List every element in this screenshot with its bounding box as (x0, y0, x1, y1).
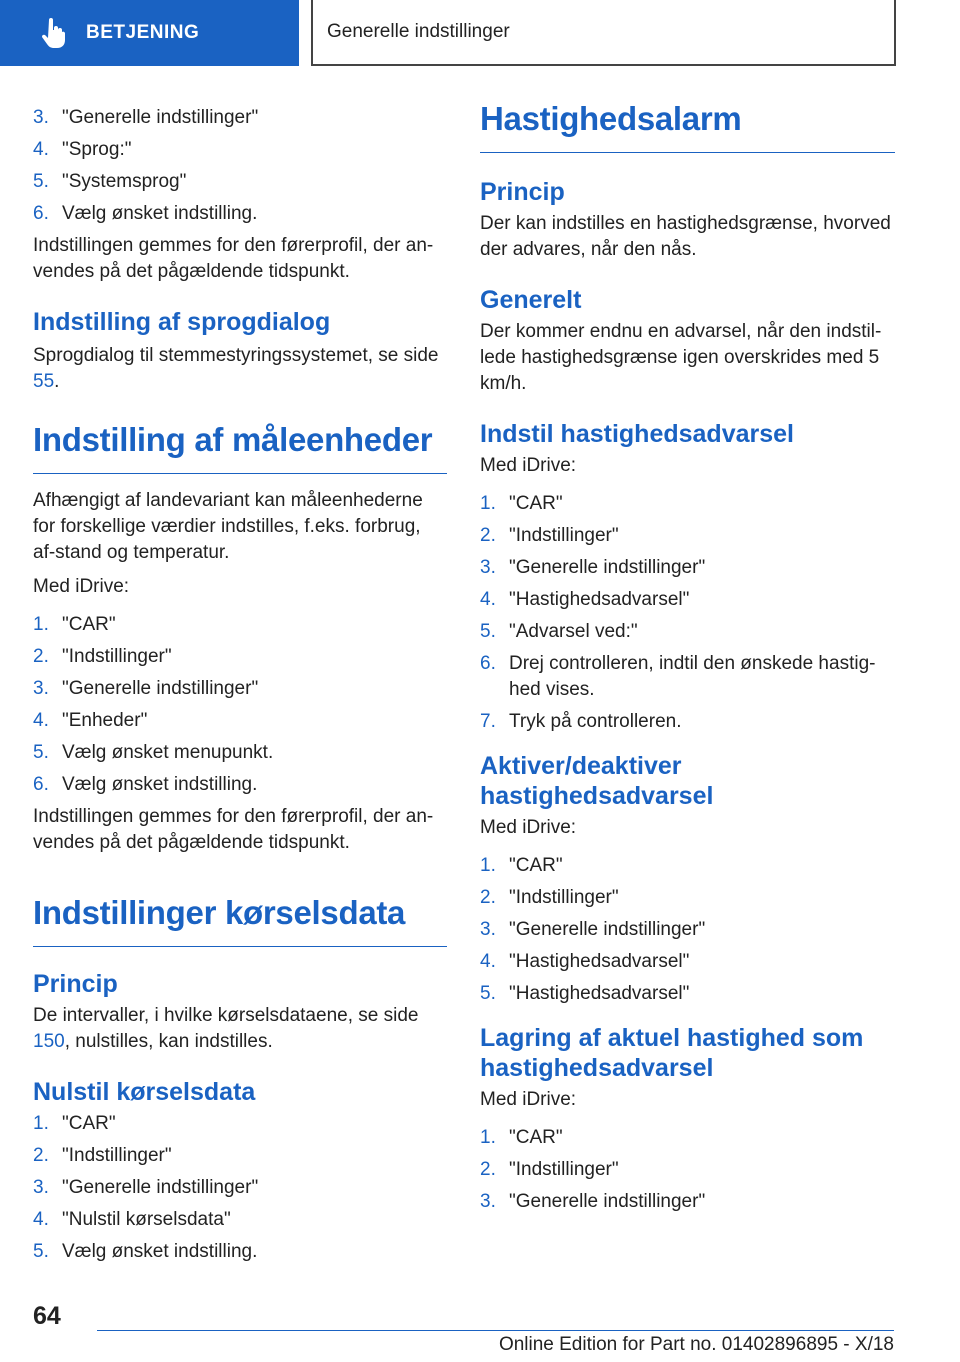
step-text: "Generelle indstillinger" (509, 557, 706, 578)
step-text: "Systemsprog" (62, 171, 187, 192)
step-text: Drej controlleren, indtil den ønskede hastig-hed vises. (509, 653, 876, 700)
step-number: 1. (480, 855, 496, 876)
step-number: 4. (480, 589, 496, 610)
step-number: 7. (480, 711, 496, 732)
hand-pointer-icon (40, 18, 66, 48)
step-text: Vælg ønsket menupunkt. (62, 742, 274, 763)
list-item (480, 709, 895, 735)
list-item (33, 708, 447, 734)
list-item (33, 169, 447, 195)
step-text: "CAR" (62, 614, 116, 635)
step-text: "Hastighedsadvarsel" (509, 589, 690, 610)
step-text: "Advarsel ved:" (509, 621, 638, 642)
step-text: "Indstillinger" (509, 525, 619, 546)
step-text: Tryk på controlleren. (509, 711, 682, 732)
step-number: 5. (33, 742, 49, 763)
step-text: "CAR" (62, 1113, 116, 1134)
heading-hastighedsalarm: Hastighedsalarm (480, 100, 895, 153)
heading-indstil-hastighedsadvarsel: Indstil hastighedsadvarsel (480, 420, 794, 448)
step-number: 3. (480, 557, 496, 578)
step-text: "Generelle indstillinger" (62, 678, 259, 699)
sprogdialog-text: Sprogdialog til stemmestyringssystemet, se side (33, 345, 439, 366)
list-item (33, 740, 447, 766)
left-column (33, 100, 447, 1271)
step-number: 4. (33, 1209, 49, 1230)
heading-princip: Princip (480, 178, 565, 206)
step-text: "Nulstil kørselsdata" (62, 1209, 231, 1230)
step-number: 6. (33, 774, 49, 795)
step-number: 1. (33, 1113, 49, 1134)
step-text: "Generelle indstillinger" (509, 919, 706, 940)
list-item (33, 137, 447, 163)
step-number: 3. (480, 1191, 496, 1212)
step-text: "Hastighedsadvarsel" (509, 983, 690, 1004)
heading-aktiver-deaktiver: Aktiver/deaktiver hastighedsadvarsel (480, 752, 714, 810)
step-text: "CAR" (509, 493, 563, 514)
step-number: 3. (33, 678, 49, 699)
idrive-label: Med iDrive: (480, 455, 577, 476)
heading-generelt: Generelt (480, 286, 582, 314)
heading-nulstil: Nulstil kørselsdata (33, 1078, 256, 1106)
step-number: 2. (33, 646, 49, 667)
page-link-150[interactable]: 150 (33, 1031, 65, 1052)
list-item (480, 981, 895, 1007)
idrive-label: Med iDrive: (480, 817, 577, 838)
step-number: 5. (33, 1241, 49, 1262)
step-number: 3. (33, 1177, 49, 1198)
page-title: Generelle indstillinger (327, 21, 510, 42)
step-number: 2. (480, 525, 496, 546)
list-item (33, 676, 447, 702)
step-text: "Sprog:" (62, 139, 132, 160)
steps-list-nulstil (33, 1111, 447, 1265)
step-number: 6. (33, 203, 49, 224)
princip-paragraph: Der kan indstilles en hastighedsgrænse, hvorved der advares, når den nås. (480, 213, 891, 260)
steps-list-aktiver (480, 853, 895, 1007)
princip-paragraph (33, 1003, 447, 1055)
step-number: 5. (33, 171, 49, 192)
princip-text: De intervaller, i hvilke kørselsdataene, se side (33, 1005, 419, 1026)
step-number: 2. (33, 1145, 49, 1166)
step-number: 4. (33, 710, 49, 731)
list-item (480, 885, 895, 911)
idrive-label: Med iDrive: (480, 1089, 577, 1110)
sprogdialog-paragraph (33, 343, 447, 395)
step-text: "Indstillinger" (509, 1159, 619, 1180)
step-number: 4. (480, 951, 496, 972)
page-number: 64 (33, 1302, 61, 1330)
section-tab[interactable] (0, 0, 299, 66)
step-number: 2. (480, 887, 496, 908)
steps-list-lagring (480, 1125, 895, 1215)
heading-koerselsdata: Indstillinger kørselsdata (33, 894, 447, 947)
list-item (33, 201, 447, 227)
list-item (480, 523, 895, 549)
step-number: 5. (480, 983, 496, 1004)
list-item (33, 644, 447, 670)
step-text: "Enheder" (62, 710, 148, 731)
heading-sprogdialog: Indstilling af sprogdialog (33, 308, 331, 336)
step-number: 6. (480, 653, 496, 674)
step-text: "Generelle indstillinger" (62, 107, 259, 128)
list-item (480, 1157, 895, 1183)
step-text: "Hastighedsadvarsel" (509, 951, 690, 972)
sprogdialog-end: . (54, 371, 60, 392)
list-item (480, 619, 895, 645)
list-item (480, 587, 895, 613)
save-note: Indstillingen gemmes for den førerprofil, der an-vendes på det pågældende tidspunkt. (33, 806, 434, 853)
step-text: Vælg ønsket indstilling. (62, 203, 258, 224)
step-number: 1. (480, 493, 496, 514)
save-note: Indstillingen gemmes for den førerprofil, der an-vendes på det pågældende tidspunkt. (33, 235, 434, 282)
step-text: Vælg ønsket indstilling. (62, 1241, 258, 1262)
list-item (480, 949, 895, 975)
list-item (33, 772, 447, 798)
page-link-55[interactable]: 55 (33, 371, 55, 392)
steps-list-indstil (480, 491, 895, 735)
step-number: 4. (33, 139, 49, 160)
list-item (33, 1239, 447, 1265)
heading-princip: Princip (33, 970, 118, 998)
heading-lagring: Lagring af aktuel hastighed som hastighedsadvarsel (480, 1024, 864, 1082)
list-item (33, 1175, 447, 1201)
idrive-label: Med iDrive: (33, 576, 130, 597)
step-number: 3. (480, 919, 496, 940)
list-item (33, 1111, 447, 1137)
list-item (480, 555, 895, 581)
list-item (480, 917, 895, 943)
edition-text: Online Edition for Part no. 01402896895 - X/18 (498, 1334, 894, 1355)
step-text: "Indstillinger" (62, 646, 172, 667)
list-item (480, 1189, 895, 1215)
heading-maaleenheder: Indstilling af måleenheder (33, 421, 447, 474)
list-item (33, 612, 447, 638)
list-item (33, 105, 447, 131)
step-text: "Generelle indstillinger" (62, 1177, 259, 1198)
list-item (480, 491, 895, 517)
maaleenheder-paragraph: Afhængigt af landevariant kan måleenhederne for forskellige værdier indstilles, f.eks. forbrug, af-stand og temperatur. (33, 490, 423, 563)
step-text: "CAR" (509, 855, 563, 876)
step-text: "Generelle indstillinger" (509, 1191, 706, 1212)
right-column (480, 100, 895, 1221)
step-number: 3. (33, 107, 49, 128)
step-number: 2. (480, 1159, 496, 1180)
step-text: "CAR" (509, 1127, 563, 1148)
step-text: "Indstillinger" (62, 1145, 172, 1166)
list-item (480, 651, 895, 703)
step-number: 1. (480, 1127, 496, 1148)
list-item (480, 853, 895, 879)
list-item (33, 1143, 447, 1169)
footer-divider (97, 1330, 894, 1331)
steps-list-maaleenheder (33, 612, 447, 798)
step-number: 1. (33, 614, 49, 635)
page-header (311, 0, 896, 66)
generelt-paragraph: Der kommer endnu en advarsel, når den indstil-lede hastighedsgrænse igen overskrides med 5 km/h. (480, 321, 882, 394)
section-tab-label: BETJENING (86, 22, 200, 43)
princip-end: , nulstilles, kan indstilles. (64, 1031, 273, 1052)
list-item (480, 1125, 895, 1151)
step-text: Vælg ønsket indstilling. (62, 774, 258, 795)
steps-list-top (33, 105, 447, 227)
step-text: "Indstillinger" (509, 887, 619, 908)
step-number: 5. (480, 621, 496, 642)
list-item (33, 1207, 447, 1233)
